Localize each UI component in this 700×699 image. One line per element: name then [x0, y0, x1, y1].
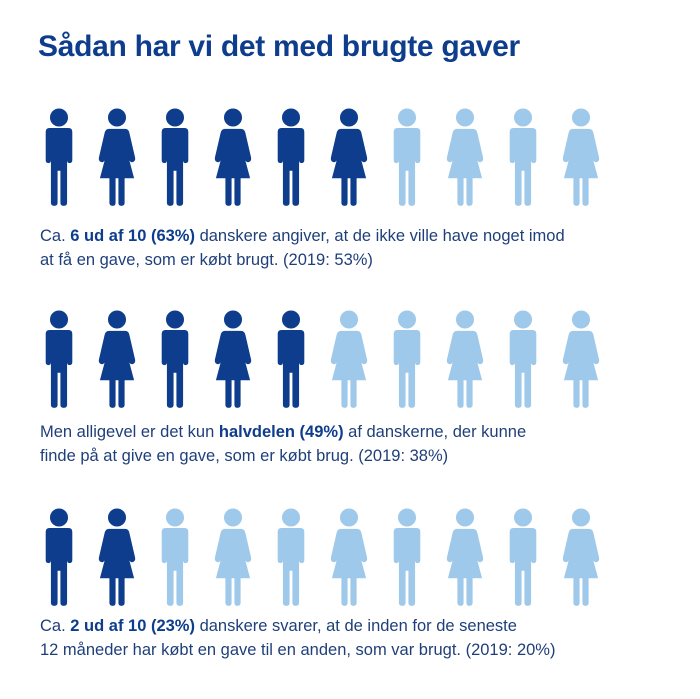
caption-pre: Ca.: [40, 617, 71, 635]
man-icon: [394, 508, 421, 605]
woman-icon: [331, 310, 367, 407]
caption-post: danskere svarer, at de inden for de seneste: [194, 617, 517, 635]
man-icon: [46, 508, 73, 605]
caption-line-2: finde på at give en gave, som er købt brug. (2019: 38%): [40, 447, 449, 465]
man-icon: [46, 310, 73, 407]
man-icon: [162, 108, 189, 205]
man-icon: [162, 310, 189, 407]
caption-post: af danskerne, der kunne: [343, 423, 527, 441]
woman-icon: [331, 108, 367, 205]
woman-icon: [215, 310, 251, 407]
caption-post: danskere angiver, at de ikke ville have noget imod: [194, 227, 565, 245]
man-icon: [278, 310, 305, 407]
woman-icon: [447, 108, 483, 205]
woman-icon: [99, 108, 135, 205]
stat-caption: [40, 224, 680, 272]
woman-icon: [99, 508, 135, 605]
man-icon: [510, 508, 537, 605]
pictogram: [40, 108, 660, 208]
caption-highlight: 6 ud af 10 (63%): [70, 227, 195, 245]
man-icon: [510, 310, 537, 407]
man-icon: [278, 508, 305, 605]
pictogram-row: [40, 508, 660, 608]
man-icon: [162, 508, 189, 605]
woman-icon: [99, 310, 135, 407]
woman-icon: [563, 310, 599, 407]
man-icon: [46, 108, 73, 205]
woman-icon: [563, 108, 599, 205]
stat-caption: [40, 420, 680, 468]
caption-line-2: 12 måneder har købt en gave til en anden, som var brugt. (2019: 20%): [40, 641, 556, 659]
pictogram-row: [40, 108, 660, 208]
caption-line-2: at få en gave, som er købt brugt. (2019: 53%): [40, 251, 373, 269]
stat-caption: [40, 614, 680, 662]
caption-highlight: 2 ud af 10 (23%): [70, 617, 195, 635]
woman-icon: [447, 310, 483, 407]
caption-pre: Men alligevel er det kun: [40, 423, 219, 441]
caption-pre: Ca.: [40, 227, 71, 245]
man-icon: [278, 108, 305, 205]
woman-icon: [215, 108, 251, 205]
pictogram-row: [40, 310, 660, 410]
woman-icon: [331, 508, 367, 605]
page-title: Sådan har vi det med brugte gaver: [38, 30, 520, 63]
woman-icon: [563, 508, 599, 605]
man-icon: [394, 310, 421, 407]
caption-highlight: halvdelen (49%): [218, 423, 344, 441]
pictogram: [40, 310, 660, 410]
woman-icon: [215, 508, 251, 605]
pictogram: [40, 508, 660, 608]
woman-icon: [447, 508, 483, 605]
man-icon: [394, 108, 421, 205]
man-icon: [510, 108, 537, 205]
